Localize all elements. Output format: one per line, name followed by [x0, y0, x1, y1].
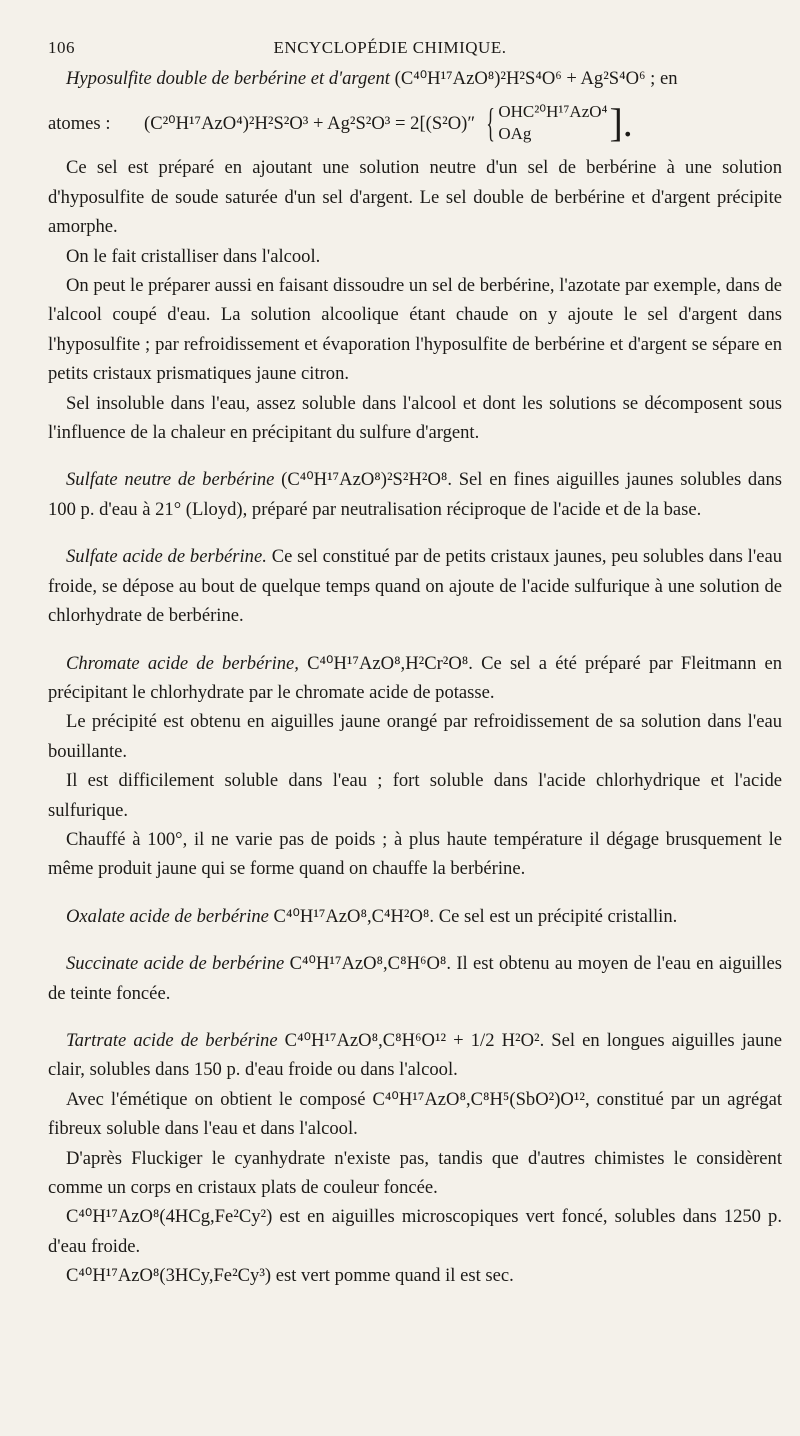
- entry-title: Succinate acide de berbérine: [66, 953, 285, 975]
- entry-text: (C⁴⁰H¹⁷AzO⁸)²S²H²O⁸. Sel en fines aiguilles jaunes solubles dans 100 p. d'eau à 21° (Lloyd), préparé par neutralisation réciproque de l'acide et de la base.: [48, 469, 782, 520]
- paragraph: Chauffé à 100°, il ne varie pas de poids ; à plus haute température il dégage brusquement le même produit jaune qui se forme quand on chauffe la berbérine.: [48, 828, 782, 880]
- entry-text: C⁴⁰H¹⁷AzO⁸,C⁴H²O⁸. Ce sel est un précipité cristallin.: [268, 905, 678, 927]
- entry-title: Oxalate acide de berbérine: [66, 905, 269, 927]
- entry-text: C⁴⁰H¹⁷AzO⁸,C⁸H⁶O⁸. Il est obtenu au moyen de l'eau en aiguilles de teinte foncée.: [48, 953, 783, 1004]
- atoms-label: atomes :: [48, 112, 111, 134]
- entry-text: C⁴⁰H¹⁷AzO⁸,H²Cr²O⁸. Ce sel a été préparé par Fleitmann en précipitant le chlorhydrate par le chromate acide de potasse.: [48, 652, 782, 703]
- left-brace: {: [486, 100, 496, 146]
- sulfate-neutre-entry: [48, 465, 782, 524]
- paragraph: C⁴⁰H¹⁷AzO⁸(4HCg,Fe²Cy²) est en aiguilles microscopiques vert foncé, solubles dans 1250 p. d'eau froide.: [48, 1206, 782, 1257]
- page-number: 106: [48, 38, 75, 57]
- body-text: [48, 64, 782, 1291]
- paragraph: Le précipité est obtenu en aiguilles jaune orangé par refroidissement de sa solution dans l'eau bouillante.: [48, 711, 782, 762]
- running-title: ENCYCLOPÉDIE CHIMIQUE.: [273, 38, 507, 57]
- succinate-entry: [48, 949, 782, 1008]
- entry-title: Chromate acide de berbérine,: [66, 652, 299, 674]
- stack-bottom: OAg: [498, 124, 532, 144]
- chromate-entry: [48, 649, 782, 708]
- paragraph: On le fait cristalliser dans l'alcool.: [66, 245, 321, 267]
- entry-title: Tartrate acide de berbérine: [66, 1029, 278, 1051]
- paragraph: On peut le préparer aussi en faisant dissoudre un sel de berbérine, l'azotate par exemple, dans de l'alcool coupé d'eau. La solution alcoolique étant chaude on y ajoute le sel d'argent dans l'hyposulfite ; par refroidissement et évaporation l'hyposulfite de berbérine et d'argent se sépare en petits cristaux prismatiques jaune citron.: [48, 275, 782, 385]
- intro-formula: (C⁴⁰H¹⁷AzO⁸)²H²S⁴O⁶ + Ag²S⁴O⁶ ; en: [394, 68, 678, 89]
- atoms-formula-row: [48, 93, 782, 153]
- paragraph: Sel insoluble dans l'eau, assez soluble dans l'alcool et dont les solutions se décomposent sous l'influence de la chaleur en précipitant du sulfure d'argent.: [48, 392, 782, 444]
- sulfate-acide-entry: [48, 542, 782, 630]
- paragraph: Il est difficilement soluble dans l'eau ; fort soluble dans l'acide chlorhydrique et l'acide sulfurique.: [48, 770, 782, 821]
- formula-stack: [498, 101, 607, 145]
- stack-top: OHC²⁰H¹⁷AzO⁴: [498, 102, 608, 122]
- paragraph: C⁴⁰H¹⁷AzO⁸(3HCy,Fe²Cy³) est vert pomme quand il est sec.: [66, 1265, 514, 1287]
- entry-title: Sulfate neutre de berbérine: [66, 469, 275, 491]
- paragraph: Avec l'émétique on obtient le composé C⁴⁰H¹⁷AzO⁸,C⁸H⁵(SbO²)O¹², constitué par un agrégat fibreux soluble dans l'eau et dans l'alcool.: [48, 1088, 782, 1140]
- oxalate-entry: [48, 902, 782, 931]
- paragraph: D'après Fluckiger le cyanhydrate n'existe pas, tandis que d'autres chimistes le considèrent comme un corps en cristaux plats de couleur foncée.: [48, 1147, 782, 1198]
- right-bracket: ].: [609, 100, 633, 146]
- paragraph: Ce sel est préparé en ajoutant une solution neutre d'un sel de berbérine à une solution d'hyposulfite de soude saturée d'un sel d'argent. Le sel double de berbérine et d'argent précipite amorphe.: [48, 157, 782, 238]
- entry-text: Ce sel constitué par de petits cristaux jaunes, peu solubles dans l'eau froide, se dépose au bout de quelque temps quand on ajoute de l'acide sulfurique à une solution de chlorhydrate de berbérine.: [48, 546, 782, 627]
- entry-title: Sulfate acide de berbérine.: [66, 546, 267, 568]
- entry-text: C⁴⁰H¹⁷AzO⁸,C⁸H⁶O¹² + 1/2 H²O². Sel en longues aiguilles jaune clair, solubles dans 150 p. d'eau froide ou dans l'alcool.: [48, 1029, 782, 1081]
- intro-line: [48, 64, 782, 93]
- section-title: Hyposulfite double de berbérine et d'argent: [66, 68, 390, 89]
- tartrate-entry: [48, 1026, 782, 1085]
- atoms-formula: (C²⁰H¹⁷AzO⁴)²H²S²O³ + Ag²S²O³ = 2[(S²O)″: [144, 112, 476, 134]
- running-head: [48, 38, 782, 64]
